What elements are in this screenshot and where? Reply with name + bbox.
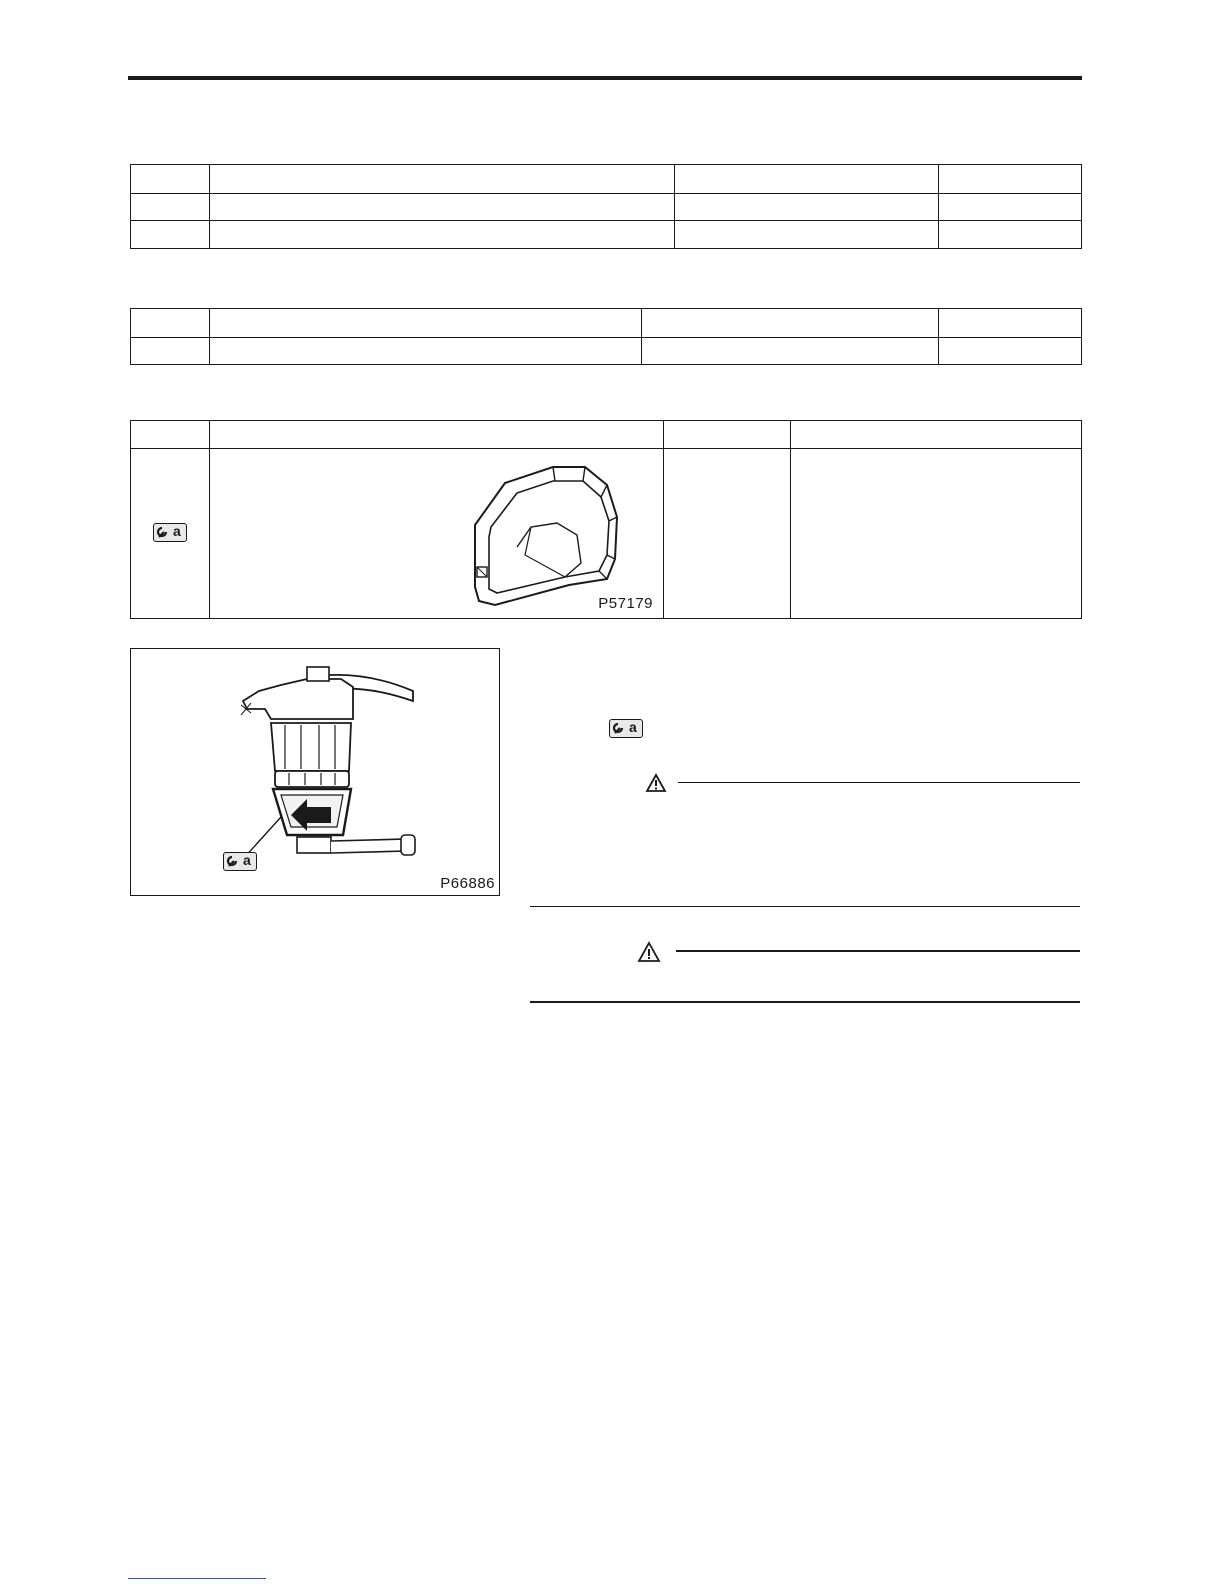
table-row [131, 338, 1082, 365]
mark-letter: a [173, 522, 181, 539]
table-cell [131, 221, 210, 249]
figure-code: P66886 [440, 875, 495, 892]
header-cell [131, 421, 210, 449]
special-tool-table [130, 420, 1082, 619]
table-cell [210, 194, 675, 221]
wrench-a-icon [609, 719, 643, 738]
table-cell [939, 221, 1082, 249]
table-header-row [131, 421, 1082, 449]
oil-filter-wrench-illustration [465, 455, 665, 615]
mark-letter: a [629, 719, 637, 735]
table-cell [210, 338, 642, 365]
table-cell [210, 165, 675, 194]
table-cell [642, 309, 939, 338]
table-row [131, 165, 1082, 194]
caution-rule [676, 950, 1080, 952]
header-rule [128, 76, 1082, 80]
table-cell [131, 338, 210, 365]
warning-triangle-icon [645, 773, 667, 793]
table-row [131, 309, 1082, 338]
table-cell [664, 449, 791, 619]
wrench-a-icon [223, 852, 257, 871]
fuel-filter-illustration [131, 649, 499, 895]
table-cell [210, 221, 675, 249]
table-row [131, 194, 1082, 221]
fuel-filter-figure [130, 648, 500, 896]
table-cell [675, 221, 939, 249]
table-cell [210, 309, 642, 338]
wrench-a-icon [153, 523, 187, 542]
footer-link[interactable] [128, 1578, 266, 1579]
mark-cell [131, 449, 210, 619]
table-1 [130, 164, 1082, 249]
table-2 [130, 308, 1082, 365]
table-cell [939, 194, 1082, 221]
table-cell [939, 338, 1082, 365]
table-cell [939, 165, 1082, 194]
table-cell [675, 165, 939, 194]
table-cell [939, 309, 1082, 338]
warning-triangle-icon [637, 941, 661, 963]
table-cell [791, 449, 1082, 619]
figure-code: P57179 [598, 595, 653, 612]
tool-illustration-cell [210, 449, 664, 619]
header-cell [791, 421, 1082, 449]
header-cell [664, 421, 791, 449]
caution-end-rule [530, 1001, 1080, 1003]
table-cell [131, 165, 210, 194]
table-cell [642, 338, 939, 365]
header-cell [210, 421, 664, 449]
table-cell [131, 309, 210, 338]
table-cell [131, 194, 210, 221]
table-row [131, 449, 1082, 619]
section-divider [530, 906, 1080, 907]
table-cell [675, 194, 939, 221]
table-row [131, 221, 1082, 249]
caution-rule [678, 782, 1080, 783]
mark-letter: a [243, 852, 251, 868]
